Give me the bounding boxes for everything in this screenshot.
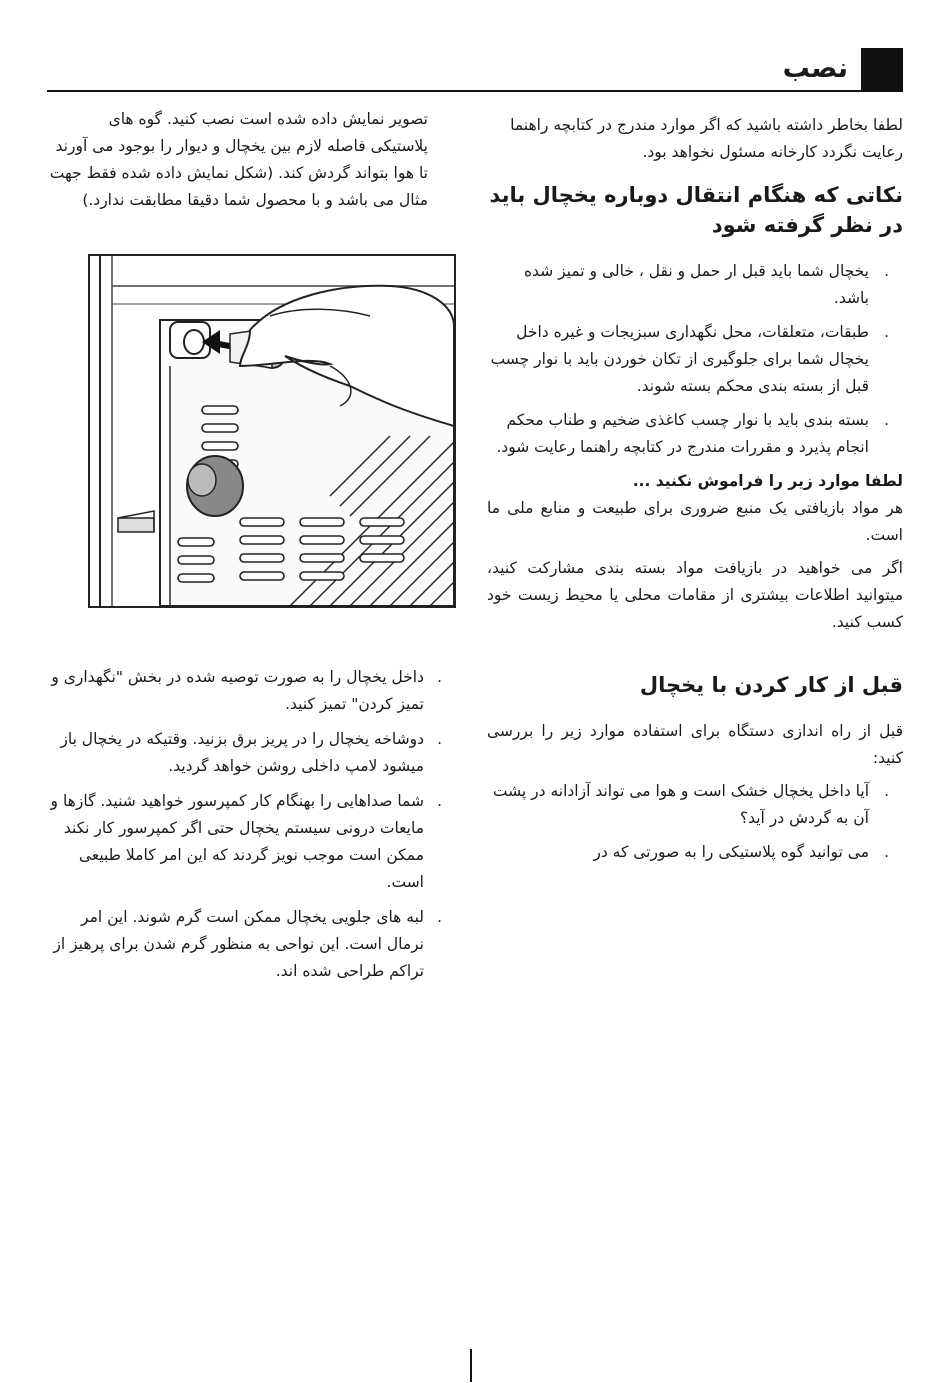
left-column-list	[48, 664, 456, 993]
header-rule	[47, 90, 903, 92]
list-item: . یخچال شما باید قبل ار حمل و نقل ، خالی و تمیز شده باشد.	[487, 258, 903, 312]
page-marker	[470, 1349, 472, 1382]
list-item: . می توانید گوه پلاستیکی را به صورتی که در	[487, 839, 903, 866]
list-item: . شما صداهایی را بهنگام کار کمپرسور خواهید شنید. گازها و مایعات درونی سیستم یخچال حتی اگر کمپرسور کار نکند ممکن است موجب نویز گردند که این امر کاملا طبیعی است.	[48, 788, 456, 896]
list-item: . بسته بندی باید با نوار چسب کاغذی ضخیم و طناب محکم انجام پذیرد و مقررات مندرج در کتابچه راهنما رعایت شود.	[487, 407, 903, 461]
bullet: .	[437, 908, 442, 926]
list-item: . داخل یخچال را به صورت توصیه شده در بخش "نگهداری و تمیز کردن" تمیز کنید.	[48, 664, 456, 718]
list-item: . آیا داخل یخچال خشک است و هوا می تواند آزادانه در پشت آن به گردش در آید؟	[487, 778, 903, 832]
bullet: .	[884, 323, 889, 341]
before-use-list	[487, 778, 903, 866]
bullet: .	[884, 782, 889, 800]
remember-heading: لطفا موارد زیر را فراموش نکنید ...	[632, 472, 903, 490]
list-item: . طبقات، متعلقات، محل نگهداری سبزیجات و غیره داخل یخچال شما برای جلوگیری از تکان خوردن باید با نوار چسب قبل از بسته بندی محکم بسته شوند.	[487, 319, 903, 400]
transport-list	[487, 258, 903, 461]
intro-paragraph: لطفا بخاطر داشته باشید که اگر موارد مندرج در کتابچه راهنما رعایت نگردد کارخانه مسئول نخواهد بود.	[510, 116, 903, 161]
transport-heading: نکاتی که هنگام انتقال دوباره یخچال باید در نظر گرفته شود	[489, 183, 903, 237]
header-block	[861, 48, 903, 90]
wedge-installation-illustration	[88, 254, 456, 608]
page-header	[47, 48, 903, 92]
bullet: .	[437, 792, 442, 810]
recycle-paragraph-1: هر مواد بازیافتی یک منبع ضروری برای طبیعت و منابع ملی ما است.	[487, 499, 903, 544]
bullet: .	[437, 668, 442, 686]
left-column-intro	[48, 106, 428, 220]
startup-list	[48, 664, 456, 985]
wedge-paragraph: تصویر نمایش داده شده است نصب کنید. گوه های پلاستیکی فاصله لازم بین یخچال و دیوار را بوجود می آورند تا هوا بتواند گردش کند. (شکل نمایش داده شده فقط جهت مثال می باشد و با محصول شما دقیقا مطابقت ندارد.)	[49, 110, 428, 209]
bullet: .	[884, 843, 889, 861]
right-column	[487, 112, 903, 873]
illustration-svg	[90, 256, 454, 606]
page-title: نصب	[782, 53, 848, 84]
recycle-paragraph-2: اگر می خواهید در بازیافت مواد بسته بندی مشارکت کنید، میتوانید اطلاعات بیشتری از مقامات محلی یا محیط زیست خود کسب کنید.	[487, 559, 903, 631]
bullet: .	[437, 730, 442, 748]
list-item: . دوشاخه یخچال را در پریز برق بزنید. وقتیکه در یخچال باز میشود لامپ داخلی روشن خواهد گردید.	[48, 726, 456, 780]
bullet: .	[884, 411, 889, 429]
bullet: .	[884, 262, 889, 280]
list-item: . لبه های جلویی یخچال ممکن است گرم شوند. این امر نرمال است. این نواحی به منظور گرم شدن برای پرهیز از تراکم طراحی شده اند.	[48, 904, 456, 985]
before-use-intro: قبل از راه اندازی دستگاه برای استفاده موارد زیر را بررسی کنید:	[487, 722, 903, 767]
before-use-heading: قبل از کار کردن با یخچال	[639, 673, 903, 697]
